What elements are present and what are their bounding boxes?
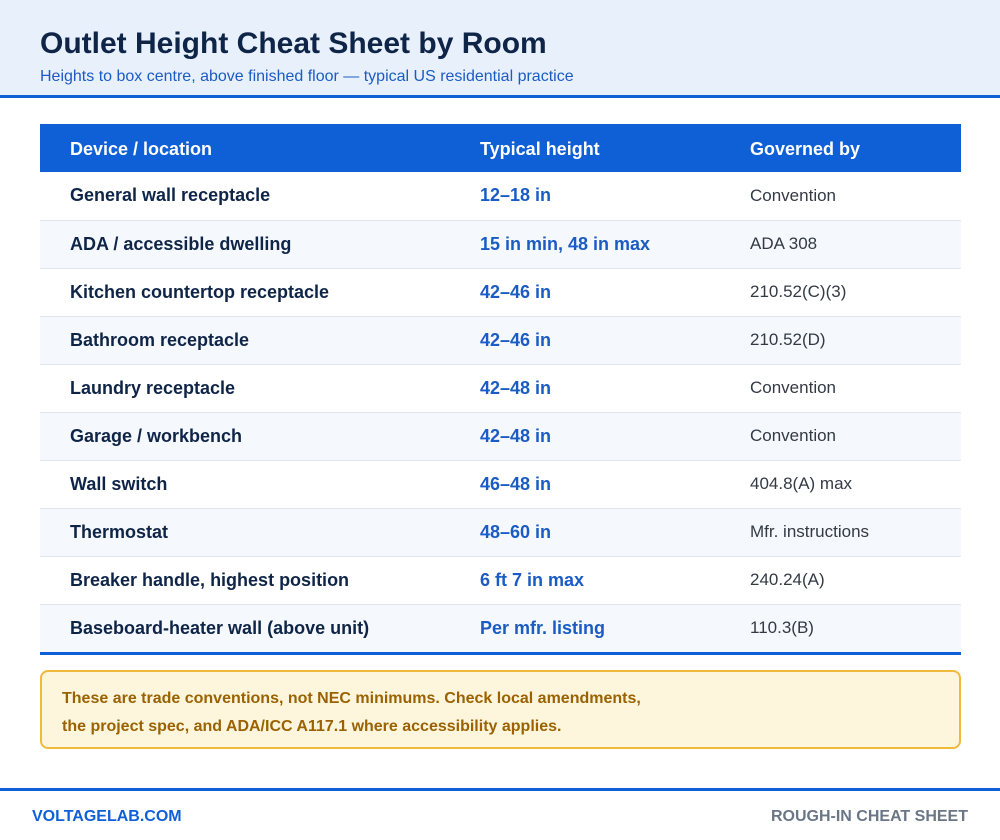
cell-governed: 404.8(A) max [750,460,961,508]
cell-device: Garage / workbench [40,412,480,460]
cell-height: Per mfr. listing [480,617,606,638]
cell-device: ADA / accessible dwelling [40,220,480,268]
column-header-device: Device / location [70,138,213,159]
table-header [40,124,961,172]
cell-device: Baseboard-heater wall (above unit) [70,617,370,638]
cell-height: 6 ft 7 in max [480,556,750,604]
cell-device: Bathroom receptacle [40,316,480,364]
footer-tag: ROUGH-IN CHEAT SHEET [770,808,968,825]
page-header [0,0,1000,98]
cell-device: Kitchen countertop receptacle [40,268,480,316]
table-row [40,412,961,460]
cell-governed: 240.24(A) [750,556,961,604]
table-row [40,604,961,652]
height-table [40,124,961,652]
table-row [40,268,961,316]
table-row [40,364,961,412]
table-row [40,508,961,556]
table-header-row [40,124,961,172]
cell-device: Wall switch [40,460,480,508]
cell-device: Breaker handle, highest position [40,556,480,604]
column-header-height: Typical height [480,138,600,159]
cell-governed: Mfr. instructions [750,508,961,556]
table-row [40,316,961,364]
disclaimer-line-2: the project spec, and ADA/ICC A117.1 where accessibility applies. [62,718,562,735]
footer-brand: VOLTAGELAB.COM [32,808,182,825]
cell-governed: 210.52(C)(3) [750,268,961,316]
page-title: Outlet Height Cheat Sheet by Room [40,27,547,60]
cell-device: Laundry receptacle [40,364,480,412]
cell-height: 46–48 in [480,460,750,508]
cell-device: General wall receptacle [40,172,480,220]
cell-height: 15 in min, 48 in max [480,220,750,268]
cell-height: 12–18 in [480,172,750,220]
height-table-container [40,124,961,655]
cell-height: 42–46 in [480,268,750,316]
cell-governed: ADA 308 [750,220,961,268]
cell-height: 42–48 in [480,412,750,460]
cell-governed: Convention [750,364,961,412]
cell-governed: 110.3(B) [750,618,814,638]
table-row [40,220,961,268]
cell-height: 42–46 in [480,316,750,364]
cell-height: 42–48 in [480,364,750,412]
table-row [40,172,961,220]
page-subtitle: Heights to box centre, above finished floor — typical US residential practice [40,68,574,85]
column-header-governed: Governed by [750,138,861,159]
disclaimer-note [40,670,961,749]
cell-governed: Convention [750,412,961,460]
table-row [40,556,961,604]
cell-governed: 210.52(D) [750,316,961,364]
page-footer [0,788,1000,840]
cell-governed: Convention [750,172,961,220]
disclaimer-line-1: These are trade conventions, not NEC minimums. Check local amendments, [62,690,641,707]
table-body [40,172,961,652]
cell-device: Thermostat [40,508,480,556]
table-row [40,460,961,508]
cell-height: 48–60 in [480,508,750,556]
